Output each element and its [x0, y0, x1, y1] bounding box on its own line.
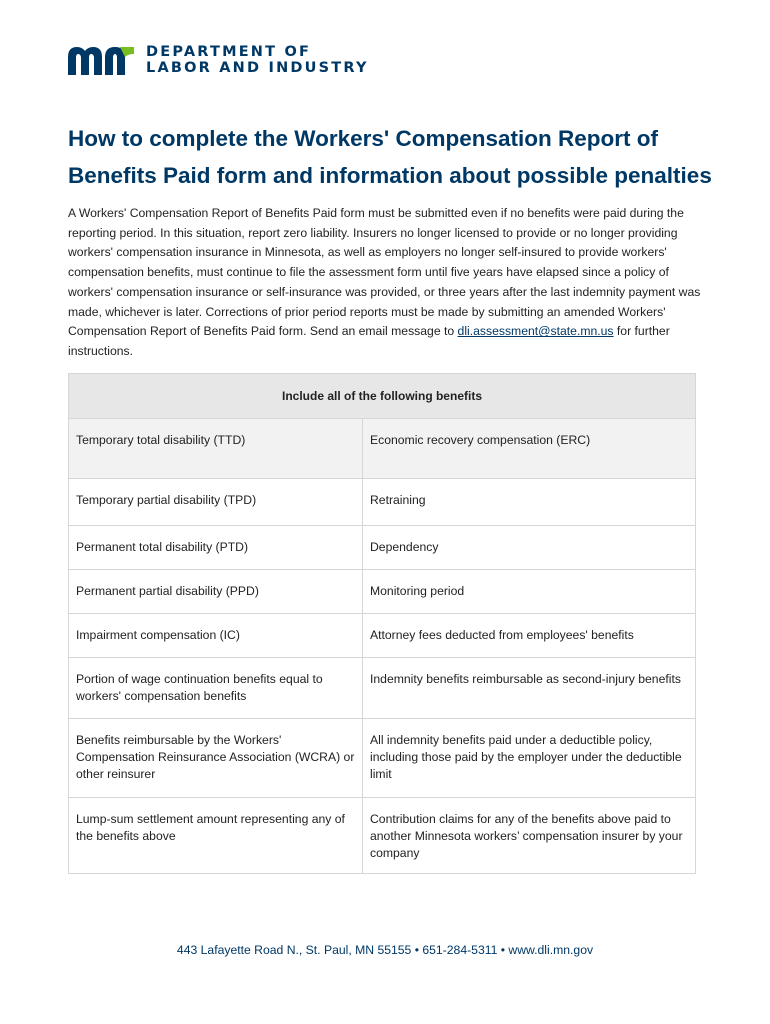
mn-logo-icon — [68, 45, 134, 75]
table-row — [69, 479, 696, 526]
intro-text: A Workers' Compensation Report of Benefits Paid form must be submitted even if no benefits were paid during the reporting period. In this situation, report zero liability. Insurers no longer licensed to provide or no longer providing workers' compensation insurance in Minnesota, as well as employers no longer self-insured to provide workers' compensation benefits, must continue to file the assessment form until five years have elapsed since a policy of workers' compensation insurance or self-insurance was provided, or three years after the last indemnity payment was made, whichever is later. Corrections of prior period reports must be made by submitting an amended Workers' Compensation Report of Benefits Paid form. Send an email message to — [68, 206, 701, 339]
table-row — [69, 570, 696, 614]
table-cell: Temporary total disability (TTD) — [69, 419, 363, 479]
table-row — [69, 798, 696, 874]
table-cell: Monitoring period — [363, 570, 696, 614]
intro-after-email: for further instructions. — [68, 324, 670, 358]
org-name-line1: DEPARTMENT OF — [146, 44, 312, 60]
table-cell: Portion of wage continuation benefits equal to workers' compensation benefits — [69, 658, 363, 719]
table-row — [69, 719, 696, 798]
org-name — [146, 44, 369, 76]
table-header: Include all of the following benefits — [69, 374, 696, 419]
intro-paragraph — [68, 204, 704, 362]
page-title — [68, 120, 718, 194]
page-title-line2: Benefits Paid form and information about possible penalties — [68, 163, 712, 188]
table-cell: Attorney fees deducted from employees' benefits — [363, 614, 696, 658]
assessment-email-link[interactable]: dli.assessment@state.mn.us — [457, 324, 614, 339]
footer-contact: 443 Lafayette Road N., St. Paul, MN 55155 • 651-284-5311 • www.dli.mn.gov — [176, 943, 594, 957]
page-title-line1: How to complete the Workers' Compensation Report of — [68, 126, 658, 151]
table-cell: Permanent total disability (PTD) — [69, 526, 363, 570]
table-cell: All indemnity benefits paid under a deductible policy, including those paid by the employer under the deductible limit — [363, 719, 696, 798]
table-row — [69, 658, 696, 719]
org-name-line2: LABOR AND INDUSTRY — [146, 60, 369, 76]
table-cell: Indemnity benefits reimbursable as second-injury benefits — [363, 658, 696, 719]
table-row — [69, 419, 696, 479]
table-cell: Temporary partial disability (TPD) — [69, 479, 363, 526]
table-cell: Economic recovery compensation (ERC) — [363, 419, 696, 479]
table-cell: Impairment compensation (IC) — [69, 614, 363, 658]
benefits-table — [68, 373, 696, 874]
table-cell: Lump-sum settlement amount representing any of the benefits above — [69, 798, 363, 874]
table-header-row — [69, 374, 696, 419]
table-cell: Retraining — [363, 479, 696, 526]
table-cell: Dependency — [363, 526, 696, 570]
table-row — [69, 526, 696, 570]
mn-dli-logo — [68, 44, 369, 76]
table-cell: Benefits reimbursable by the Workers' Compensation Reinsurance Association (WCRA) or other reinsurer — [69, 719, 363, 798]
table-cell: Permanent partial disability (PPD) — [69, 570, 363, 614]
table-cell: Contribution claims for any of the benefits above paid to another Minnesota workers’ compensation insurer by your company — [363, 798, 696, 874]
table-row — [69, 614, 696, 658]
